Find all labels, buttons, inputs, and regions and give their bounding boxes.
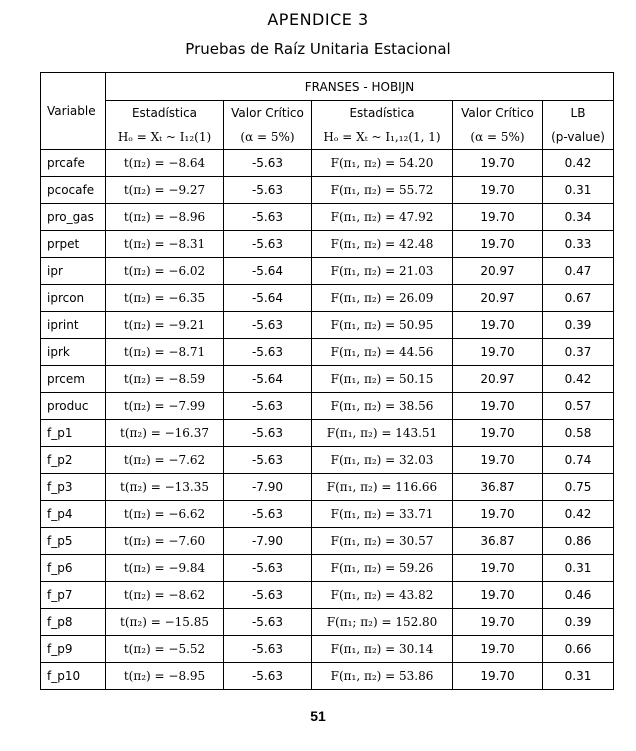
cell-f-statistic: F(π₁, π₂) = 43.82 [312, 582, 453, 609]
header-variable: Variable [41, 73, 106, 150]
cell-critical-value-2: 19.70 [453, 609, 543, 636]
cell-f-statistic: F(π₁, π₂) = 47.92 [312, 204, 453, 231]
cell-variable: f_p10 [41, 663, 106, 690]
cell-critical-value-1: -5.63 [224, 420, 312, 447]
cell-f-statistic: F(π₁, π₂) = 116.66 [312, 474, 453, 501]
cell-lb-pvalue: 0.58 [543, 420, 614, 447]
cell-variable: f_p4 [41, 501, 106, 528]
header-franses-hobijn: FRANSES - HOBIJN [106, 73, 614, 101]
cell-f-statistic: F(π₁, π₂) = 55.72 [312, 177, 453, 204]
cell-f-statistic: F(π₁, π₂) = 42.48 [312, 231, 453, 258]
cell-critical-value-1: -5.63 [224, 393, 312, 420]
cell-critical-value-2: 19.70 [453, 393, 543, 420]
cell-critical-value-2: 20.97 [453, 258, 543, 285]
cell-t-statistic: t(π₂) = −6.35 [106, 285, 224, 312]
cell-variable: f_p9 [41, 636, 106, 663]
table-row [41, 285, 614, 312]
cell-critical-value-1: -5.63 [224, 582, 312, 609]
cell-f-statistic: F(π₁, π₂) = 21.03 [312, 258, 453, 285]
cell-variable: f_p7 [41, 582, 106, 609]
cell-variable: pcocafe [41, 177, 106, 204]
cell-variable: iprcon [41, 285, 106, 312]
header-estadistica-2: Estadística [312, 101, 453, 126]
cell-critical-value-1: -5.63 [224, 231, 312, 258]
cell-variable: f_p8 [41, 609, 106, 636]
cell-f-statistic: F(π₁, π₂) = 33.71 [312, 501, 453, 528]
cell-critical-value-1: -5.63 [224, 177, 312, 204]
table-row [41, 339, 614, 366]
cell-critical-value-2: 19.70 [453, 582, 543, 609]
cell-critical-value-2: 19.70 [453, 420, 543, 447]
table-row [41, 609, 614, 636]
cell-t-statistic: t(π₂) = −7.62 [106, 447, 224, 474]
page-title: APENDICE 3 [267, 10, 369, 29]
cell-lb-pvalue: 0.47 [543, 258, 614, 285]
cell-f-statistic: F(π₁, π₂) = 143.51 [312, 420, 453, 447]
cell-critical-value-2: 19.70 [453, 312, 543, 339]
cell-t-statistic: t(π₂) = −9.27 [106, 177, 224, 204]
cell-lb-pvalue: 0.66 [543, 636, 614, 663]
cell-lb-pvalue: 0.31 [543, 555, 614, 582]
table-row [41, 528, 614, 555]
cell-lb-pvalue: 0.39 [543, 609, 614, 636]
cell-lb-pvalue: 0.31 [543, 177, 614, 204]
cell-critical-value-1: -5.63 [224, 204, 312, 231]
header-estadistica-1: Estadística [106, 101, 224, 126]
cell-f-statistic: F(π₁, π₂) = 50.95 [312, 312, 453, 339]
cell-critical-value-1: -7.90 [224, 528, 312, 555]
cell-lb-pvalue: 0.33 [543, 231, 614, 258]
cell-lb-pvalue: 0.57 [543, 393, 614, 420]
cell-f-statistic: F(π₁, π₂) = 59.26 [312, 555, 453, 582]
table-row [41, 555, 614, 582]
cell-t-statistic: t(π₂) = −5.52 [106, 636, 224, 663]
cell-f-statistic: F(π₁, π₂) = 38.56 [312, 393, 453, 420]
table-row [41, 231, 614, 258]
cell-t-statistic: t(π₂) = −8.62 [106, 582, 224, 609]
subheader-alpha-1: (α = 5%) [224, 125, 312, 150]
cell-critical-value-1: -5.63 [224, 150, 312, 177]
cell-f-statistic: F(π₁, π₂) = 54.20 [312, 150, 453, 177]
cell-critical-value-2: 19.70 [453, 150, 543, 177]
cell-f-statistic: F(π₁, π₂) = 53.86 [312, 663, 453, 690]
cell-t-statistic: t(π₂) = −7.99 [106, 393, 224, 420]
cell-variable: f_p6 [41, 555, 106, 582]
cell-t-statistic: t(π₂) = −8.59 [106, 366, 224, 393]
cell-lb-pvalue: 0.74 [543, 447, 614, 474]
cell-variable: iprint [41, 312, 106, 339]
table-row [41, 474, 614, 501]
cell-critical-value-2: 19.70 [453, 447, 543, 474]
header-valor-critico-1: Valor Crítico [224, 101, 312, 126]
subheader-hypothesis-1: Hₒ = Xₜ ~ I₁₂(1) [106, 125, 224, 150]
cell-t-statistic: t(π₂) = −15.85 [106, 609, 224, 636]
table-body [41, 150, 614, 690]
cell-critical-value-1: -7.90 [224, 474, 312, 501]
cell-variable: iprk [41, 339, 106, 366]
cell-critical-value-1: -5.63 [224, 312, 312, 339]
table-row [41, 636, 614, 663]
cell-variable: f_p3 [41, 474, 106, 501]
cell-critical-value-1: -5.63 [224, 555, 312, 582]
cell-critical-value-2: 19.70 [453, 204, 543, 231]
cell-t-statistic: t(π₂) = −8.96 [106, 204, 224, 231]
cell-f-statistic: F(π₁, π₂) = 44.56 [312, 339, 453, 366]
cell-critical-value-2: 19.70 [453, 501, 543, 528]
cell-lb-pvalue: 0.31 [543, 663, 614, 690]
cell-f-statistic: F(π₁, π₂) = 50.15 [312, 366, 453, 393]
cell-t-statistic: t(π₂) = −8.95 [106, 663, 224, 690]
table-row [41, 312, 614, 339]
cell-critical-value-2: 19.70 [453, 636, 543, 663]
cell-t-statistic: t(π₂) = −8.31 [106, 231, 224, 258]
table-row [41, 582, 614, 609]
cell-t-statistic: t(π₂) = −6.62 [106, 501, 224, 528]
cell-t-statistic: t(π₂) = −7.60 [106, 528, 224, 555]
cell-t-statistic: t(π₂) = −8.71 [106, 339, 224, 366]
cell-critical-value-2: 19.70 [453, 663, 543, 690]
cell-f-statistic: F(π₁, π₂) = 32.03 [312, 447, 453, 474]
cell-critical-value-2: 19.70 [453, 339, 543, 366]
cell-lb-pvalue: 0.42 [543, 150, 614, 177]
table-row [41, 150, 614, 177]
subheader-alpha-2: (α = 5%) [453, 125, 543, 150]
cell-lb-pvalue: 0.42 [543, 366, 614, 393]
cell-critical-value-1: -5.63 [224, 663, 312, 690]
page-subtitle: Pruebas de Raíz Unitaria Estacional [185, 40, 451, 58]
cell-f-statistic: F(π₁, π₂) = 30.14 [312, 636, 453, 663]
header-valor-critico-2: Valor Crítico [453, 101, 543, 126]
cell-critical-value-2: 20.97 [453, 285, 543, 312]
unit-root-table [40, 72, 614, 690]
cell-lb-pvalue: 0.75 [543, 474, 614, 501]
cell-variable: f_p1 [41, 420, 106, 447]
cell-f-statistic: F(π₁; π₂) = 152.80 [312, 609, 453, 636]
cell-lb-pvalue: 0.46 [543, 582, 614, 609]
cell-variable: ipr [41, 258, 106, 285]
table-row [41, 393, 614, 420]
table-row [41, 663, 614, 690]
table-row [41, 420, 614, 447]
table-row [41, 501, 614, 528]
cell-lb-pvalue: 0.34 [543, 204, 614, 231]
cell-variable: pro_gas [41, 204, 106, 231]
table-row [41, 447, 614, 474]
cell-critical-value-2: 36.87 [453, 528, 543, 555]
subheader-p-value: (p-value) [543, 125, 614, 150]
cell-critical-value-2: 36.87 [453, 474, 543, 501]
cell-variable: produc [41, 393, 106, 420]
cell-variable: prcafe [41, 150, 106, 177]
cell-f-statistic: F(π₁, π₂) = 26.09 [312, 285, 453, 312]
cell-t-statistic: t(π₂) = −9.21 [106, 312, 224, 339]
cell-lb-pvalue: 0.67 [543, 285, 614, 312]
cell-t-statistic: t(π₂) = −8.64 [106, 150, 224, 177]
cell-critical-value-1: -5.63 [224, 501, 312, 528]
table-row [41, 177, 614, 204]
cell-t-statistic: t(π₂) = −6.02 [106, 258, 224, 285]
cell-t-statistic: t(π₂) = −9.84 [106, 555, 224, 582]
cell-critical-value-1: -5.63 [224, 447, 312, 474]
cell-variable: f_p2 [41, 447, 106, 474]
cell-variable: f_p5 [41, 528, 106, 555]
cell-critical-value-1: -5.63 [224, 636, 312, 663]
table-row [41, 366, 614, 393]
cell-critical-value-1: -5.64 [224, 366, 312, 393]
cell-lb-pvalue: 0.42 [543, 501, 614, 528]
cell-critical-value-2: 19.70 [453, 555, 543, 582]
cell-lb-pvalue: 0.86 [543, 528, 614, 555]
cell-critical-value-2: 20.97 [453, 366, 543, 393]
cell-critical-value-1: -5.64 [224, 285, 312, 312]
cell-critical-value-1: -5.63 [224, 609, 312, 636]
cell-critical-value-1: -5.63 [224, 339, 312, 366]
table-row [41, 204, 614, 231]
cell-lb-pvalue: 0.37 [543, 339, 614, 366]
header-lb: LB [543, 101, 614, 126]
subheader-hypothesis-2: Hₒ = Xₜ ~ I₁,₁₂(1, 1) [312, 125, 453, 150]
table-row [41, 258, 614, 285]
cell-critical-value-2: 19.70 [453, 177, 543, 204]
cell-variable: prpet [41, 231, 106, 258]
cell-critical-value-2: 19.70 [453, 231, 543, 258]
cell-critical-value-1: -5.64 [224, 258, 312, 285]
cell-variable: prcem [41, 366, 106, 393]
cell-t-statistic: t(π₂) = −16.37 [106, 420, 224, 447]
cell-lb-pvalue: 0.39 [543, 312, 614, 339]
cell-f-statistic: F(π₁, π₂) = 30.57 [312, 528, 453, 555]
cell-t-statistic: t(π₂) = −13.35 [106, 474, 224, 501]
page-number: 51 [310, 708, 326, 724]
